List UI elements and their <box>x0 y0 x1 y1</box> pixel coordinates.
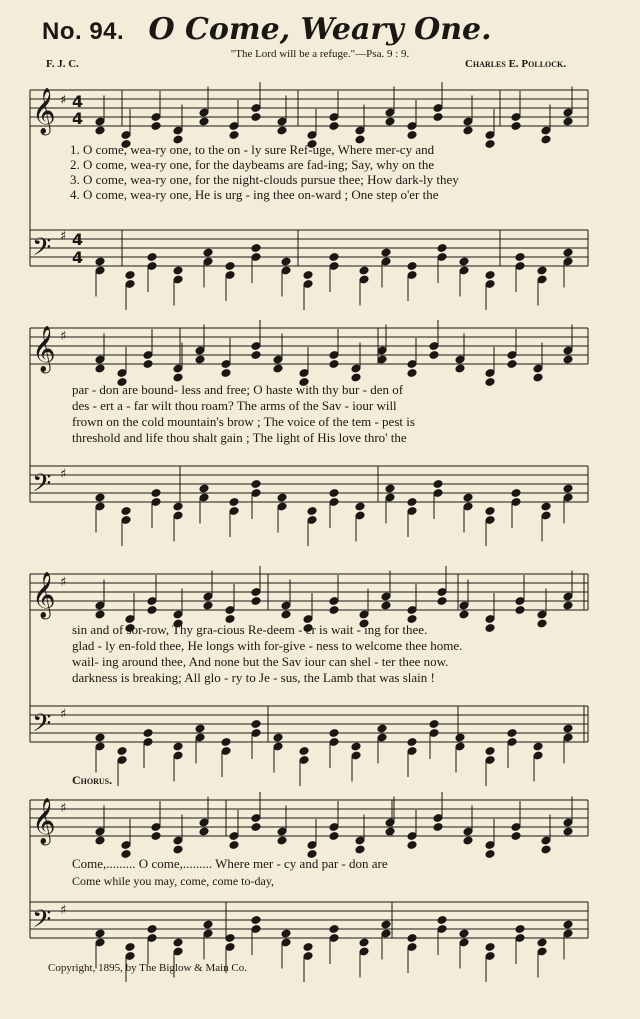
note-head <box>229 841 239 850</box>
note-head <box>151 122 161 131</box>
note-head <box>95 836 105 845</box>
scripture-reference: "The Lord will be a refuge."—Psa. 9 : 9. <box>230 48 410 60</box>
time-signature: 4 <box>72 92 84 111</box>
verse-line: par - don are bound- less and free; O haste with thy bur - den of <box>72 382 404 397</box>
note-head <box>251 720 261 729</box>
svg-text:♯: ♯ <box>60 93 67 108</box>
note-head <box>95 610 105 619</box>
note-head <box>251 351 261 360</box>
note-head <box>459 929 469 938</box>
note-head <box>329 606 339 615</box>
note-head <box>563 601 573 610</box>
svg-text:♯: ♯ <box>60 801 67 816</box>
verse-line: 3. O come, wea-ry one, for the night-clouds pursue thee; How dark-ly they <box>70 172 459 187</box>
note-head <box>199 827 209 836</box>
note-head <box>229 131 239 140</box>
verse-line: des - ert a - far wilt thou roam? The arms of the Sav - iour will <box>72 398 397 413</box>
svg-text:4: 4 <box>72 248 84 267</box>
treble-clef-icon: 𝄞 <box>32 798 56 844</box>
note-head <box>121 507 131 516</box>
svg-text:♯: ♯ <box>60 575 67 590</box>
note-head <box>515 253 525 262</box>
note-head <box>125 271 135 280</box>
note-head <box>303 271 313 280</box>
note-head <box>273 733 283 742</box>
note-head <box>273 364 283 373</box>
note-head <box>537 266 547 275</box>
note-head <box>95 364 105 373</box>
note-head <box>95 257 105 266</box>
note-head <box>381 248 391 257</box>
verse-line: frown on the cold mountain's brow ; The voice of the tem - pest is <box>72 414 415 429</box>
note-head <box>173 502 183 511</box>
note-head <box>459 257 469 266</box>
note-head <box>359 266 369 275</box>
note-head <box>385 827 395 836</box>
note-head <box>537 619 547 628</box>
note-head <box>195 355 205 364</box>
note-head <box>563 484 573 493</box>
hymn-number: No. 94. <box>42 18 125 45</box>
note-head <box>147 606 157 615</box>
note-head <box>221 369 231 378</box>
chorus-line: Come,......... O come,......... Where mer - cy and par - don are <box>72 856 388 871</box>
chorus-label: Chorus. <box>72 773 113 787</box>
note-head <box>407 369 417 378</box>
note-head <box>541 845 551 854</box>
note-head <box>563 827 573 836</box>
note-head <box>381 601 391 610</box>
note-head <box>199 117 209 126</box>
note-head <box>541 135 551 144</box>
note-head <box>485 378 495 387</box>
note-head <box>407 841 417 850</box>
note-head <box>515 606 525 615</box>
note-head <box>229 498 239 507</box>
note-head <box>251 113 261 122</box>
svg-text:♯: ♯ <box>60 903 67 918</box>
svg-text:4: 4 <box>72 230 84 249</box>
note-head <box>221 738 231 747</box>
treble-staff-4 <box>30 800 588 836</box>
note-head <box>537 938 547 947</box>
note-head <box>511 489 521 498</box>
composer-credit: Charles E. Pollock. <box>464 58 566 70</box>
note-head <box>95 733 105 742</box>
note-head <box>277 126 287 135</box>
verse-line: glad - ly en-fold thee, He longs with for-give - ness to welcome thee home. <box>72 638 463 653</box>
note-head <box>143 360 153 369</box>
note-head <box>329 253 339 262</box>
note-head <box>359 938 369 947</box>
note-head <box>251 480 261 489</box>
note-head <box>455 733 465 742</box>
verse-line: threshold and life thou shalt gain ; The light of His love thro' the <box>72 430 407 445</box>
svg-text:♯: ♯ <box>60 467 67 482</box>
note-head <box>429 351 439 360</box>
note-head <box>277 493 287 502</box>
note-head <box>563 724 573 733</box>
note-head <box>147 253 157 262</box>
bass-clef-icon: 𝄢 <box>32 905 52 940</box>
note-head <box>95 126 105 135</box>
note-head <box>507 360 517 369</box>
note-head <box>485 747 495 756</box>
note-head <box>463 836 473 845</box>
svg-text:♯: ♯ <box>60 329 67 344</box>
note-head <box>95 493 105 502</box>
note-head <box>407 498 417 507</box>
note-head <box>143 729 153 738</box>
note-head <box>407 934 417 943</box>
note-head <box>429 720 439 729</box>
lyricist-credit: F. J. C. <box>46 58 79 70</box>
note-head <box>355 845 365 854</box>
note-head <box>199 484 209 493</box>
note-head <box>381 920 391 929</box>
note-head <box>377 724 387 733</box>
verse-line: darkness is breaking; All glo - ry to Je - sus, the Lamb that was slain ! <box>72 670 435 685</box>
note-head <box>533 742 543 751</box>
note-head <box>433 823 443 832</box>
treble-staff-2 <box>30 328 588 364</box>
note-head <box>195 724 205 733</box>
note-head <box>563 248 573 257</box>
treble-staff-3 <box>30 574 588 610</box>
note-head <box>329 925 339 934</box>
treble-staff-1 <box>30 90 588 126</box>
verse-line: 4. O come, wea-ry one, He is urg - ing thee on-ward ; One step o'er the <box>70 187 439 202</box>
note-head <box>251 244 261 253</box>
treble-clef-icon: 𝄞 <box>32 326 56 372</box>
note-head <box>511 832 521 841</box>
note-head <box>251 823 261 832</box>
note-head <box>95 929 105 938</box>
note-head <box>563 117 573 126</box>
note-head <box>515 925 525 934</box>
note-head <box>173 938 183 947</box>
note-head <box>459 610 469 619</box>
note-head <box>173 373 183 382</box>
bass-clef-icon: 𝄢 <box>32 709 52 744</box>
note-head <box>437 244 447 253</box>
note-head <box>385 117 395 126</box>
note-head <box>303 943 313 952</box>
note-head <box>147 925 157 934</box>
verse-line: 2. O come, wea-ry one, for the daybeams are fad-ing; Say, why on the <box>70 157 435 172</box>
note-head <box>407 262 417 271</box>
note-head <box>351 742 361 751</box>
note-head <box>203 920 213 929</box>
note-head <box>251 916 261 925</box>
note-head <box>563 920 573 929</box>
note-head <box>533 373 543 382</box>
treble-clef-icon: 𝄞 <box>32 88 56 134</box>
note-head <box>563 355 573 364</box>
note-head <box>437 916 447 925</box>
note-head <box>433 480 443 489</box>
note-head <box>299 747 309 756</box>
verse-line: sin and of sor-row, Thy gra-cious Re-deem - er is wait - ing for thee. <box>72 622 428 637</box>
note-head <box>485 624 495 633</box>
note-head <box>329 832 339 841</box>
note-head <box>485 271 495 280</box>
note-head <box>329 122 339 131</box>
note-head <box>329 729 339 738</box>
note-head <box>281 610 291 619</box>
note-head <box>437 597 447 606</box>
note-head <box>485 943 495 952</box>
note-head <box>173 845 183 854</box>
note-head <box>511 122 521 131</box>
note-head <box>351 373 361 382</box>
copyright-notice: Copyright, 1895, by The Biglow & Main Co. <box>48 962 248 974</box>
note-head <box>329 360 339 369</box>
note-head <box>407 131 417 140</box>
hymn-title: O Come, Weary One. <box>148 12 492 47</box>
bass-clef-icon: 𝄢 <box>32 469 52 504</box>
note-head <box>281 257 291 266</box>
note-head <box>281 929 291 938</box>
note-head <box>385 484 395 493</box>
note-head <box>173 266 183 275</box>
note-head <box>251 597 261 606</box>
chorus-line: Come while you may, come, come to-day, <box>72 874 275 888</box>
treble-clef-icon: 𝄞 <box>32 572 56 618</box>
note-head <box>203 601 213 610</box>
verse-line: wail- ing around thee, And none but the Sav iour can shel - ter thee now. <box>72 654 449 669</box>
note-head <box>355 502 365 511</box>
verse-line: 1. O come, wea-ry one, to the on - ly sure Ref-uge, Where mer-cy and <box>70 142 435 157</box>
note-head <box>485 507 495 516</box>
note-head <box>203 248 213 257</box>
note-head <box>151 832 161 841</box>
note-head <box>463 493 473 502</box>
note-head <box>277 836 287 845</box>
note-head <box>173 742 183 751</box>
note-head <box>455 364 465 373</box>
note-head <box>485 140 495 149</box>
svg-text:♯: ♯ <box>60 229 67 244</box>
note-head <box>407 738 417 747</box>
bass-clef-icon: 𝄢 <box>32 233 52 268</box>
note-head <box>225 262 235 271</box>
note-head <box>433 113 443 122</box>
note-head <box>485 850 495 859</box>
svg-text:♯: ♯ <box>60 707 67 722</box>
note-head <box>117 747 127 756</box>
note-head <box>329 489 339 498</box>
note-head <box>151 489 161 498</box>
note-head <box>307 507 317 516</box>
svg-text:4: 4 <box>72 109 84 128</box>
note-head <box>463 126 473 135</box>
note-head <box>507 729 517 738</box>
note-head <box>541 502 551 511</box>
note-head <box>125 943 135 952</box>
